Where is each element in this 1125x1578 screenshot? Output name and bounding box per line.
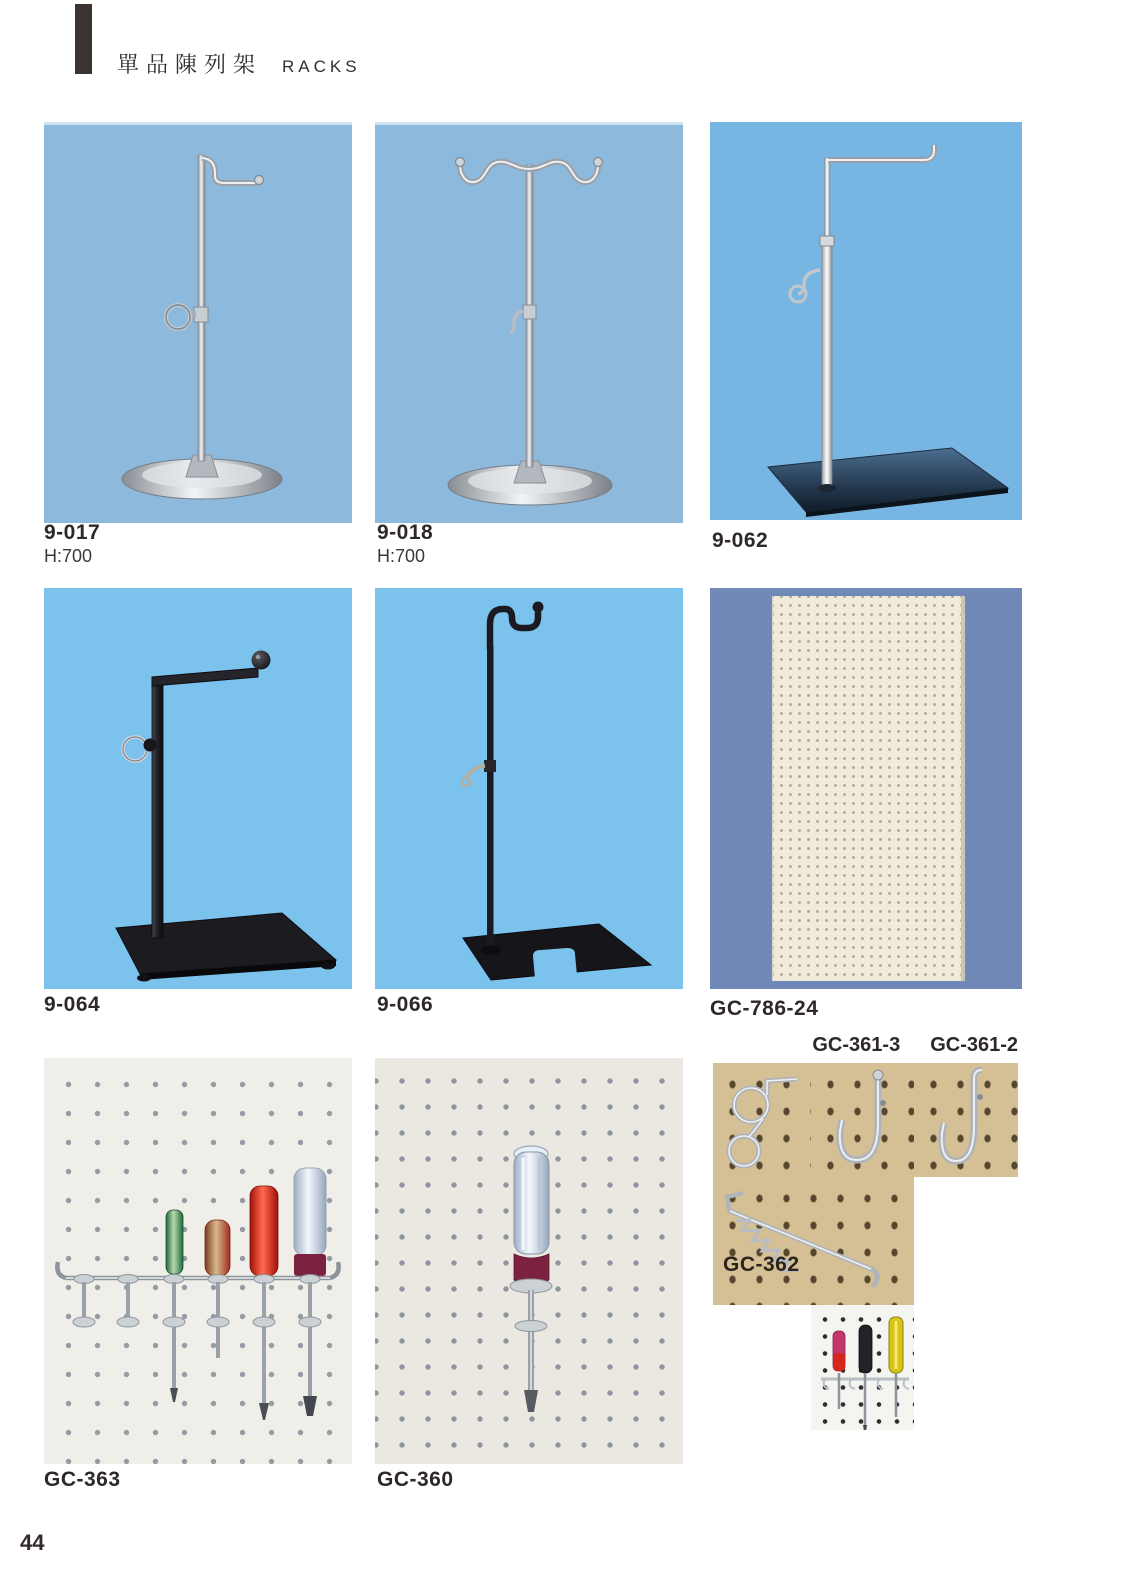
product-photo-9-066: [375, 588, 683, 989]
product-code: GC-786-24: [710, 997, 819, 1020]
product-code: 9-064: [44, 993, 101, 1016]
three-screwdrivers-illustration: [811, 1305, 914, 1430]
j-hook-illustration: [811, 1063, 914, 1177]
photo-three-screwdrivers: [811, 1305, 914, 1430]
product-photo-composite-hooks: [713, 1063, 1018, 1430]
pegboard-panel: [772, 596, 965, 981]
photo-ring-holder: [713, 1063, 811, 1177]
product-code: GC-361-2: [930, 1034, 1018, 1056]
page-title-chinese: 單品陳列架: [117, 52, 263, 77]
product-spec: H:700: [377, 546, 426, 566]
photo-j-hook-361-2: [914, 1063, 1018, 1177]
product-code: 9-062: [712, 529, 769, 552]
photo-multi-loop-bar: [713, 1177, 914, 1305]
chrome-stand-single-hook-illustration: [44, 125, 352, 523]
product-photo-GC-363: [44, 1058, 352, 1464]
product-code: GC-363: [44, 1468, 121, 1491]
chrome-stand-double-arm-illustration: [375, 125, 683, 523]
product-photo-GC-786-24: [710, 588, 1022, 989]
page-title-english: RACKS: [282, 57, 361, 76]
product-photo-9-064: [44, 588, 352, 989]
product-code: 9-018: [377, 521, 434, 544]
composite-labels: [710, 1034, 1018, 1057]
screwdriver-rack-illustration: [44, 1058, 352, 1464]
page-header: [117, 48, 361, 79]
section-marker-bar: [75, 4, 92, 74]
product-code: GC-362: [723, 1253, 800, 1276]
product-photo-9-062: [710, 122, 1022, 520]
multi-loop-bar-illustration: [713, 1177, 914, 1305]
product-code: GC-360: [377, 1468, 454, 1491]
product-photo-9-017: [44, 122, 352, 523]
single-screwdriver-holder-illustration: [375, 1058, 683, 1464]
product-spec: H:700: [44, 546, 93, 566]
ring-holder-illustration: [713, 1063, 811, 1177]
product-photo-9-018: [375, 122, 683, 523]
product-photo-GC-360: [375, 1058, 683, 1464]
j-hook-illustration: [914, 1063, 1018, 1177]
black-stand-l-arm-illustration: [44, 588, 352, 989]
product-code: 9-066: [377, 993, 434, 1016]
page-number: 44: [20, 1530, 45, 1555]
photo-j-hook-361-3: [811, 1063, 914, 1177]
black-stand-curved-hook-illustration: [375, 588, 683, 989]
product-code: 9-017: [44, 521, 101, 544]
chrome-stand-square-base-illustration: [710, 122, 1022, 520]
product-code: GC-361-3: [812, 1034, 901, 1056]
